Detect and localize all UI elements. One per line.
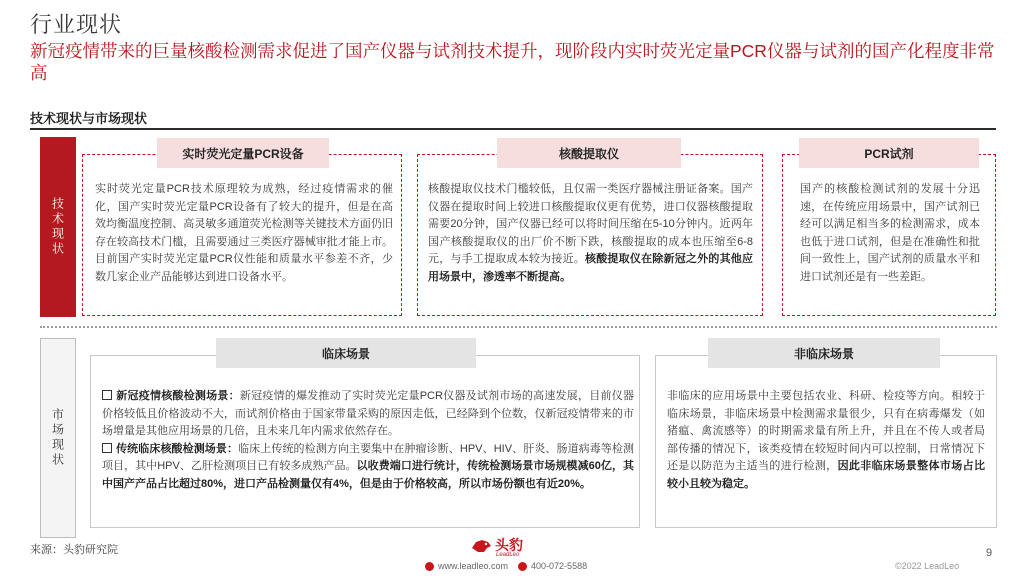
clinical-item-covid: 新冠疫情核酸检测场景：新冠疫情的爆发推动了实时荧光定量PCR仪器及试剂市场的高速发展，目前仪器价格较低且价格波动不大，而试剂价格由于国家带量采购的原因走低，已经降到个位数，仅新冠疫情带来的市场增量是其他应用场景的几倍，且未来几年内需求依然存在。 bbox=[102, 390, 634, 437]
market-side-label: 市场现状 bbox=[40, 338, 76, 538]
web-icon bbox=[425, 562, 434, 571]
market-clinical-text bbox=[102, 388, 634, 493]
leopard-logo-icon bbox=[470, 536, 492, 554]
leadleo-logo: 头豹 LeadLeo bbox=[470, 535, 523, 555]
market-nonclinical-text: 非临床的应用场景中主要包括农业、科研、检疫等方向。相较于临床场景，非临床场景中检测需求量很少，只有在病毒爆发（如猪瘟、禽流感等）的时期需求量有所上升，并且在不传人或者局部传播的情况下，该类疫情在较短时间内可以控制，日常情况下还是以防范为主适当的进行检测，因此非临床场景整体市场占比较小且较为稳定。 bbox=[667, 390, 986, 490]
page-title: 行业现状 bbox=[30, 12, 123, 37]
phone-icon bbox=[518, 562, 527, 571]
phone-number: 400-072-5588 bbox=[531, 561, 588, 571]
tech-side-label: 技术现状 bbox=[40, 137, 76, 317]
section-heading: 技术现状与市场现状 bbox=[30, 111, 148, 126]
tech-card-reagent-text: 国产的核酸检测试剂的发展十分迅速，在传统应用场景中，国产试剂已经可以满足相当多的检测需求，成本也低于进口试剂，但是在准确性和批间一致性上，国产试剂的质量水平和进口试剂还是有一些差距。 bbox=[800, 183, 980, 283]
page-subtitle: 新冠疫情带来的巨量核酸检测需求促进了国产仪器与试剂技术提升，现阶段内实时荧光定量PCR仪器与试剂的国产化程度非常高 bbox=[30, 41, 995, 83]
checkbox-bullet-icon bbox=[102, 443, 112, 453]
clinical-item-traditional: 传统临床核酸检测场景：临床上传统的检测方向主要集中在肿瘤诊断、HPV、HIV、肝炎、肠道病毒等检测项目，其中HPV、乙肝检测项目已有较多成熟产品。以收费端口进行统计，传统检测场景市场规模减60亿，其中国产产品占比超过80%，进口产品检测量仅有4%，但是由于价格较高，所以市场份额也有近20%。 bbox=[102, 442, 635, 490]
market-clinical-title: 临床场景 bbox=[216, 338, 476, 368]
tech-card-extractor-title: 核酸提取仪 bbox=[497, 138, 681, 168]
copyright: ©2022 LeadLeo bbox=[895, 561, 960, 571]
market-nonclinical-title: 非临床场景 bbox=[708, 338, 940, 368]
website-link[interactable]: www.leadleo.com bbox=[438, 561, 509, 571]
source-note: 来源：头豹研究院 bbox=[30, 544, 118, 556]
section-divider bbox=[40, 326, 997, 328]
tech-card-pcr-device-title: 实时荧光定量PCR设备 bbox=[157, 138, 329, 168]
footer-contact bbox=[425, 561, 587, 571]
tech-card-pcr-device-text: 实时荧光定量PCR技术原理较为成熟，经过疫情需求的催化，国产实时荧光定量PCR设备有了较大的提升，但是在高效均衡温度控制、高灵敏多通道荧光检测等关键技术方面仍旧存在较高技术门槛，且需要通过三类医疗器械审批才能上市。目前国产实时荧光定量PCR仪性能和质量水平参差不齐，少数几家企业产品能够达到进口设备水平。 bbox=[95, 183, 393, 283]
heading-rule bbox=[30, 128, 996, 130]
page-number: 9 bbox=[986, 547, 993, 559]
checkbox-bullet-icon bbox=[102, 390, 112, 400]
tech-card-extractor-text: 核酸提取仪技术门槛较低，且仅需一类医疗器械注册证备案。国产仪器在提取时间上较进口核酸提取仪更有优势，进口仪器核酸提取需要20分钟，国产仪器已经可以将时间压缩在5-10分钟内。近两年国产核酸提取仪的出厂价不断下跌，核酸提取的成本也压缩至6-8元，与手工提取成本较为接近。核酸提取仪在除新冠之外的其他应用场景中，渗透率不断提高。 bbox=[428, 183, 753, 283]
tech-card-reagent-title: PCR试剂 bbox=[799, 138, 979, 168]
